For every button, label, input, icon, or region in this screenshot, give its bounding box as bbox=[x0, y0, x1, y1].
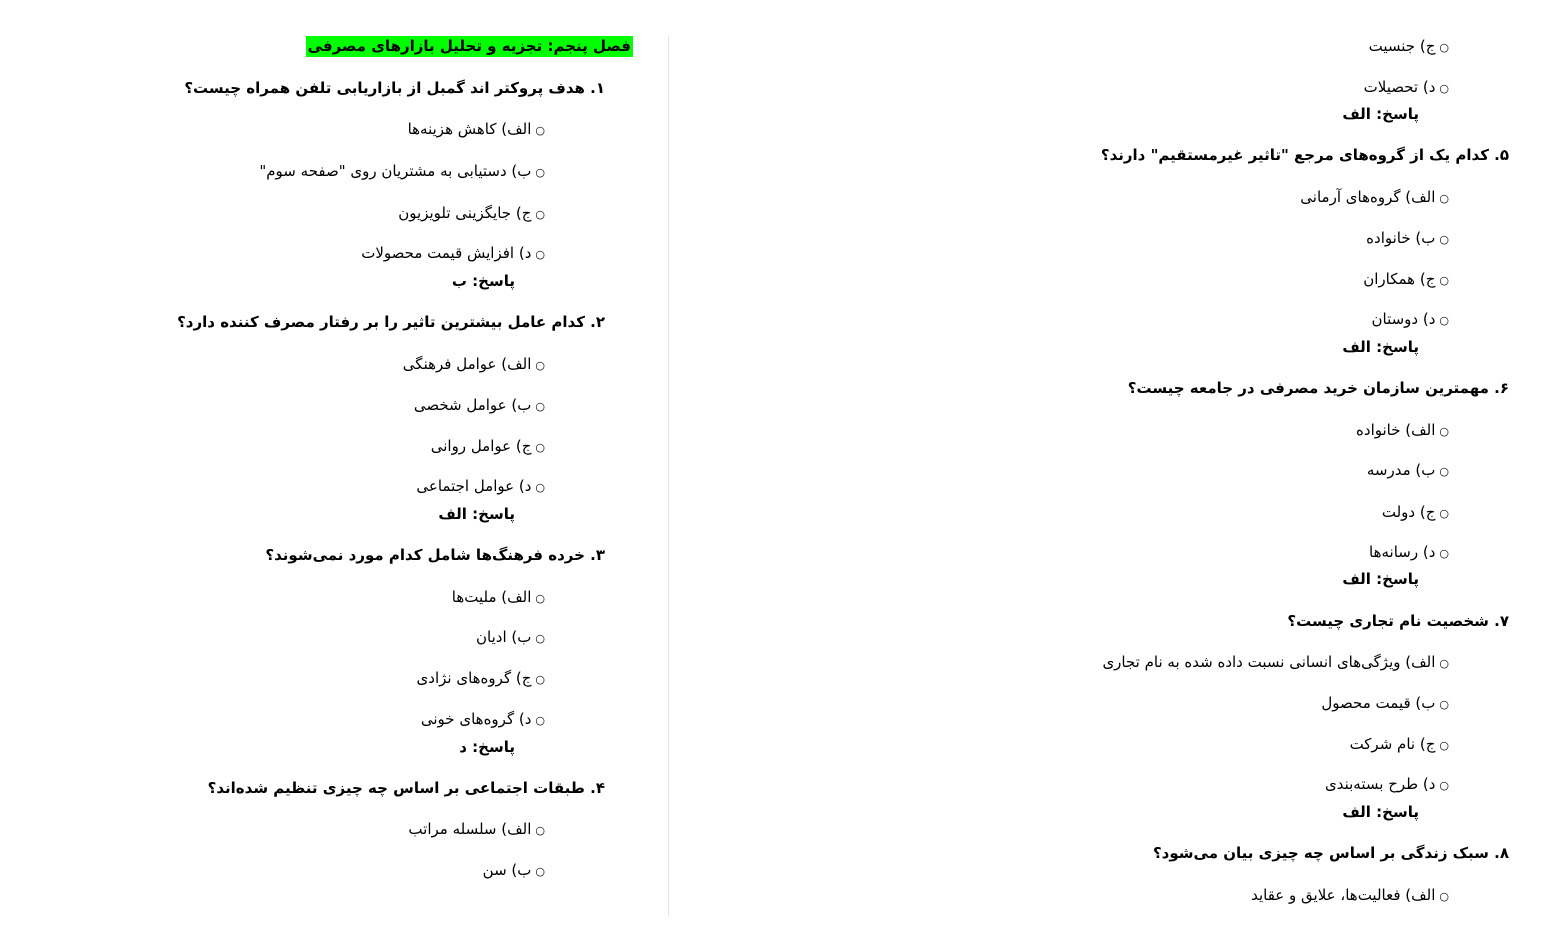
radio-circle-icon: ○ bbox=[535, 166, 545, 179]
option-6c[interactable]: ○ج) دولت bbox=[1381, 503, 1449, 521]
radio-circle-icon: ○ bbox=[535, 248, 545, 261]
option-2a[interactable]: ○الف) عوامل فرهنگی bbox=[402, 355, 545, 373]
option-7b[interactable]: ○ب) قیمت محصول bbox=[1321, 694, 1449, 712]
option-1d[interactable]: ○د) افزایش قیمت محصولات bbox=[361, 244, 545, 262]
radio-circle-icon: ○ bbox=[1439, 465, 1449, 478]
option-3b[interactable]: ○ب) ادیان bbox=[476, 628, 545, 646]
question-4: ۴. طبقات اجتماعی بر اساس چه چیزی تنظیم شده‌اند؟ bbox=[207, 779, 605, 797]
radio-circle-icon: ○ bbox=[1439, 41, 1449, 54]
radio-circle-icon: ○ bbox=[1439, 547, 1449, 560]
answer-2: پاسخ: الف bbox=[438, 505, 515, 523]
radio-circle-icon: ○ bbox=[535, 208, 545, 221]
radio-circle-icon: ○ bbox=[1439, 274, 1449, 287]
option-7c[interactable]: ○ج) نام شرکت bbox=[1349, 735, 1449, 753]
option-2d[interactable]: ○د) عوامل اجتماعی bbox=[416, 477, 545, 495]
radio-circle-icon: ○ bbox=[535, 673, 545, 686]
radio-circle-icon: ○ bbox=[1439, 779, 1449, 792]
radio-circle-icon: ○ bbox=[535, 865, 545, 878]
answer-7: پاسخ: الف bbox=[1342, 803, 1419, 821]
question-6: ۶. مهمترین سازمان خرید مصرفی در جامعه چیست؟ bbox=[1127, 379, 1509, 397]
option-6d[interactable]: ○د) رسانه‌ها bbox=[1369, 543, 1449, 561]
radio-circle-icon: ○ bbox=[1439, 657, 1449, 670]
radio-circle-icon: ○ bbox=[535, 359, 545, 372]
question-1: ۱. هدف پروکتر اند گمبل از بازاریابی تلفن همراه چیست؟ bbox=[184, 79, 605, 97]
radio-circle-icon: ○ bbox=[535, 714, 545, 727]
answer-6: پاسخ: الف bbox=[1342, 570, 1419, 588]
question-5: ۵. کدام یک از گروه‌های مرجع "تاثیر غیرمستقیم" دارند؟ bbox=[1100, 146, 1509, 164]
option-2c[interactable]: ○ج) عوامل روانی bbox=[430, 437, 545, 455]
option-4a[interactable]: ○الف) سلسله مراتب bbox=[408, 820, 545, 838]
option-3c[interactable]: ○ج) گروه‌های نژادی bbox=[416, 669, 545, 687]
answer-1: پاسخ: ب bbox=[451, 272, 515, 290]
option-1c[interactable]: ○ج) جایگزینی تلویزیون bbox=[398, 204, 545, 222]
option-5c[interactable]: ○ج) همکاران bbox=[1363, 270, 1449, 288]
option-8a[interactable]: ○الف) فعالیت‌ها، علایق و عقاید bbox=[1251, 886, 1449, 904]
option-3a[interactable]: ○الف) ملیت‌ها bbox=[451, 588, 545, 606]
option-5d[interactable]: ○د) دوستان bbox=[1371, 310, 1449, 328]
option-4b[interactable]: ○ب) سن bbox=[482, 861, 545, 879]
answer-5: پاسخ: الف bbox=[1342, 338, 1419, 356]
radio-circle-icon: ○ bbox=[535, 400, 545, 413]
radio-circle-icon: ○ bbox=[535, 441, 545, 454]
option-4d[interactable]: ○د) تحصیلات bbox=[1363, 78, 1449, 96]
answer-3: پاسخ: د bbox=[459, 738, 515, 756]
radio-circle-icon: ○ bbox=[1439, 192, 1449, 205]
radio-circle-icon: ○ bbox=[535, 481, 545, 494]
option-7a[interactable]: ○الف) ویژگی‌های انسانی نسبت داده شده به نام تجاری bbox=[1102, 653, 1449, 671]
radio-circle-icon: ○ bbox=[535, 592, 545, 605]
option-7d[interactable]: ○د) طرح بسته‌بندی bbox=[1324, 775, 1449, 793]
option-2b[interactable]: ○ب) عوامل شخصی bbox=[413, 396, 545, 414]
question-2: ۲. کدام عامل بیشترین تاثیر را بر رفتار مصرف کننده دارد؟ bbox=[177, 313, 605, 331]
radio-circle-icon: ○ bbox=[1439, 698, 1449, 711]
radio-circle-icon: ○ bbox=[535, 824, 545, 837]
radio-circle-icon: ○ bbox=[1439, 314, 1449, 327]
radio-circle-icon: ○ bbox=[535, 124, 545, 137]
option-4c[interactable]: ○ج) جنسیت bbox=[1368, 37, 1449, 55]
column-divider bbox=[668, 36, 669, 916]
option-1b[interactable]: ○ب) دستیابی به مشتریان روی "صفحه سوم" bbox=[259, 162, 545, 180]
radio-circle-icon: ○ bbox=[1439, 82, 1449, 95]
option-5b[interactable]: ○ب) خانواده bbox=[1366, 229, 1449, 247]
option-6a[interactable]: ○الف) خانواده bbox=[1356, 421, 1449, 439]
radio-circle-icon: ○ bbox=[1439, 507, 1449, 520]
radio-circle-icon: ○ bbox=[1439, 425, 1449, 438]
option-1a[interactable]: ○الف) کاهش هزینه‌ها bbox=[407, 120, 545, 138]
question-3: ۳. خرده فرهنگ‌ها شامل کدام مورد نمی‌شوند؟ bbox=[265, 546, 605, 564]
radio-circle-icon: ○ bbox=[535, 632, 545, 645]
chapter-title: فصل پنجم: تجزیه و تحلیل بازارهای مصرفی bbox=[307, 37, 631, 55]
question-7: ۷. شخصیت نام تجاری چیست؟ bbox=[1287, 612, 1509, 630]
radio-circle-icon: ○ bbox=[1439, 739, 1449, 752]
radio-circle-icon: ○ bbox=[1439, 233, 1449, 246]
question-8: ۸. سبک زندگی بر اساس چه چیزی بیان می‌شود؟ bbox=[1152, 844, 1509, 862]
option-5a[interactable]: ○الف) گروه‌های آرمانی bbox=[1300, 188, 1449, 206]
option-6b[interactable]: ○ب) مدرسه bbox=[1366, 461, 1449, 479]
answer-4: پاسخ: الف bbox=[1342, 105, 1419, 123]
radio-circle-icon: ○ bbox=[1439, 890, 1449, 903]
option-3d[interactable]: ○د) گروه‌های خونی bbox=[420, 710, 545, 728]
